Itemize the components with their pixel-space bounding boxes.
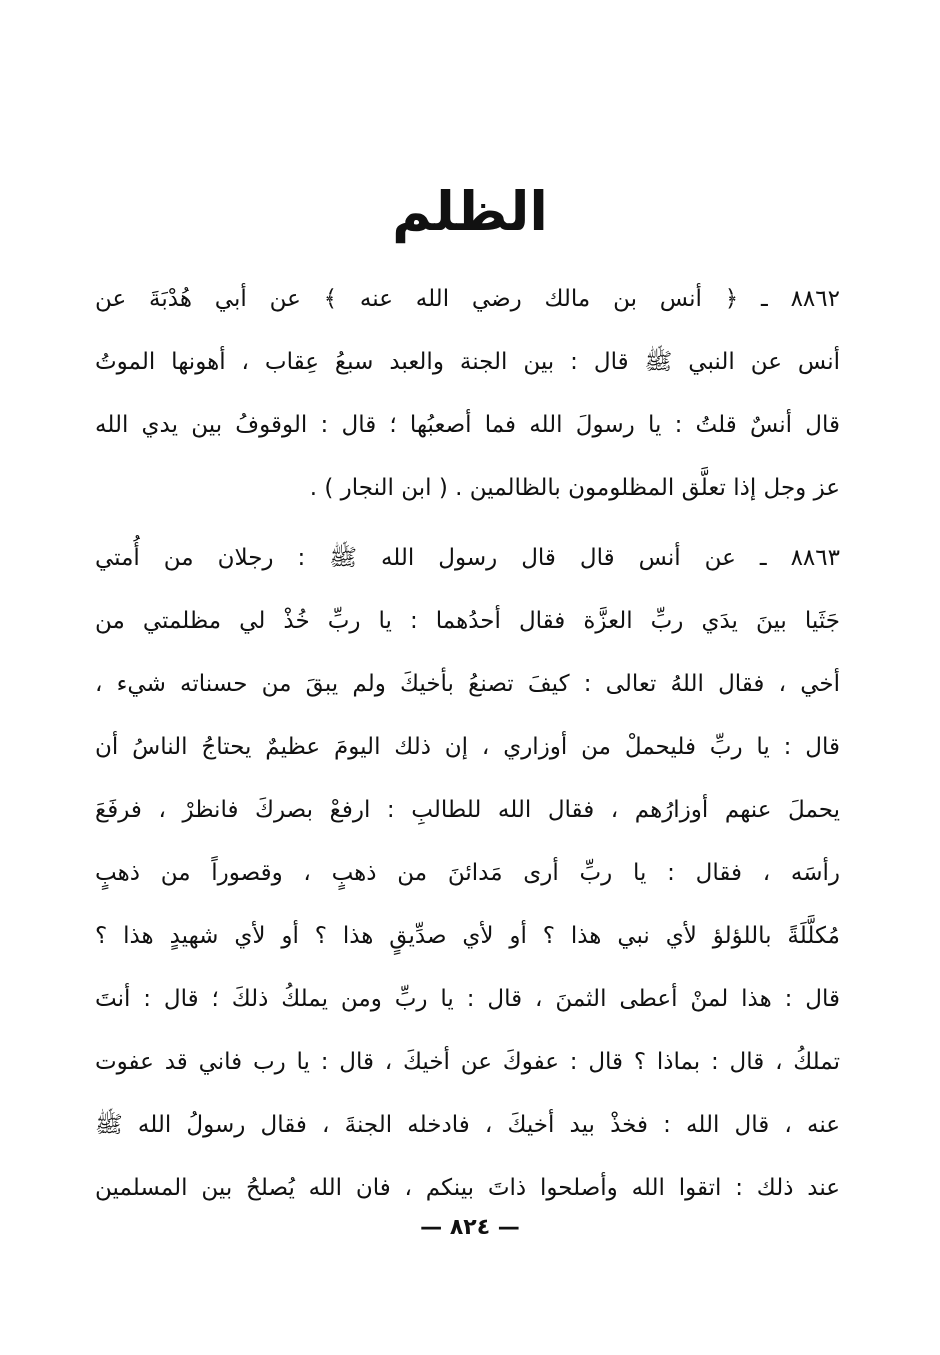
text-line: عز وجل إذا تعلَّق المظلومون بالظالمين . ( ابن النجار ) . [309, 475, 840, 501]
page-title: الظلم [392, 180, 548, 243]
text-line: عنه ، قال الله : فخذْ بيد أخيكَ ، فادخله الجنةَ ، فقال رسولُ الله ﷺ [95, 1112, 840, 1138]
text-line: عند ذلك : اتقوا الله وأصلحوا ذاتَ بينكم ، فان الله يُصلحُ بين المسلمين [95, 1175, 840, 1201]
text-line: قال : يا ربِّ فليحملْ من أوزاري ، إن ذلك اليومَ عظيمٌ يحتاجُ الناسُ أن [95, 734, 840, 760]
text-line: تملكُ ، قال : بماذا ؟ قال : عفوكَ عن أخيكَ ، قال : يا رب فاني قد عفوت [95, 1049, 840, 1075]
text-line: قال : هذا لمنْ أعطى الثمنَ ، قال : يا ربِّ ومن يملكُ ذلكَ ؛ قال : أنتَ [95, 986, 840, 1012]
hadith-8862 [95, 268, 840, 520]
page-number: — ٨٢٤ — [420, 1215, 520, 1240]
text-line: أخي ، فقال اللهُ تعالى : كيفَ تصنعُ بأخيكَ ولم يبقَ من حسناته شيء ، [95, 671, 840, 697]
text-line: مُكلَّلَةً باللؤلؤ لأي نبي هذا ؟ أو لأي صدِّيقٍ هذا ؟ أو لأي شهيدٍ هذا ؟ [95, 923, 840, 949]
hadith-8863 [95, 527, 840, 1220]
text-line: أنس عن النبي ﷺ قال : بين الجنة والعبد سبعُ عِقاب ، أهونها الموتُ [95, 349, 840, 375]
text-line: ٨٨٦٢ ـ ﴿ أنس بن مالك رضي الله عنه ﴾ عن أبي هُدْبَةَ عن [95, 286, 840, 312]
text-line: يحملَ عنهم أوزارُهم ، فقال الله للطالبِ : ارفعْ بصركَ فانظرْ ، فرفَعَ [95, 797, 840, 823]
text-line: جَثَيا بينَ يدَي ربِّ العزَّة فقال أحدُهما : يا ربِّ خُذْ لي مظلمتي من [95, 608, 840, 634]
text-line: قال أنسٌ قلتُ : يا رسولَ الله فما أصعبُها ؛ قال : الوقوفُ بين يدي الله [95, 412, 840, 438]
text-line: ٨٨٦٣ ـ عن أنس قال قال رسول الله ﷺ : رجلان من أُمتي [95, 545, 840, 571]
text-line: رأسَه ، فقال : يا ربِّ أرى مَدائنَ من ذهبٍ ، وقصوراً من ذهبٍ [95, 860, 840, 886]
